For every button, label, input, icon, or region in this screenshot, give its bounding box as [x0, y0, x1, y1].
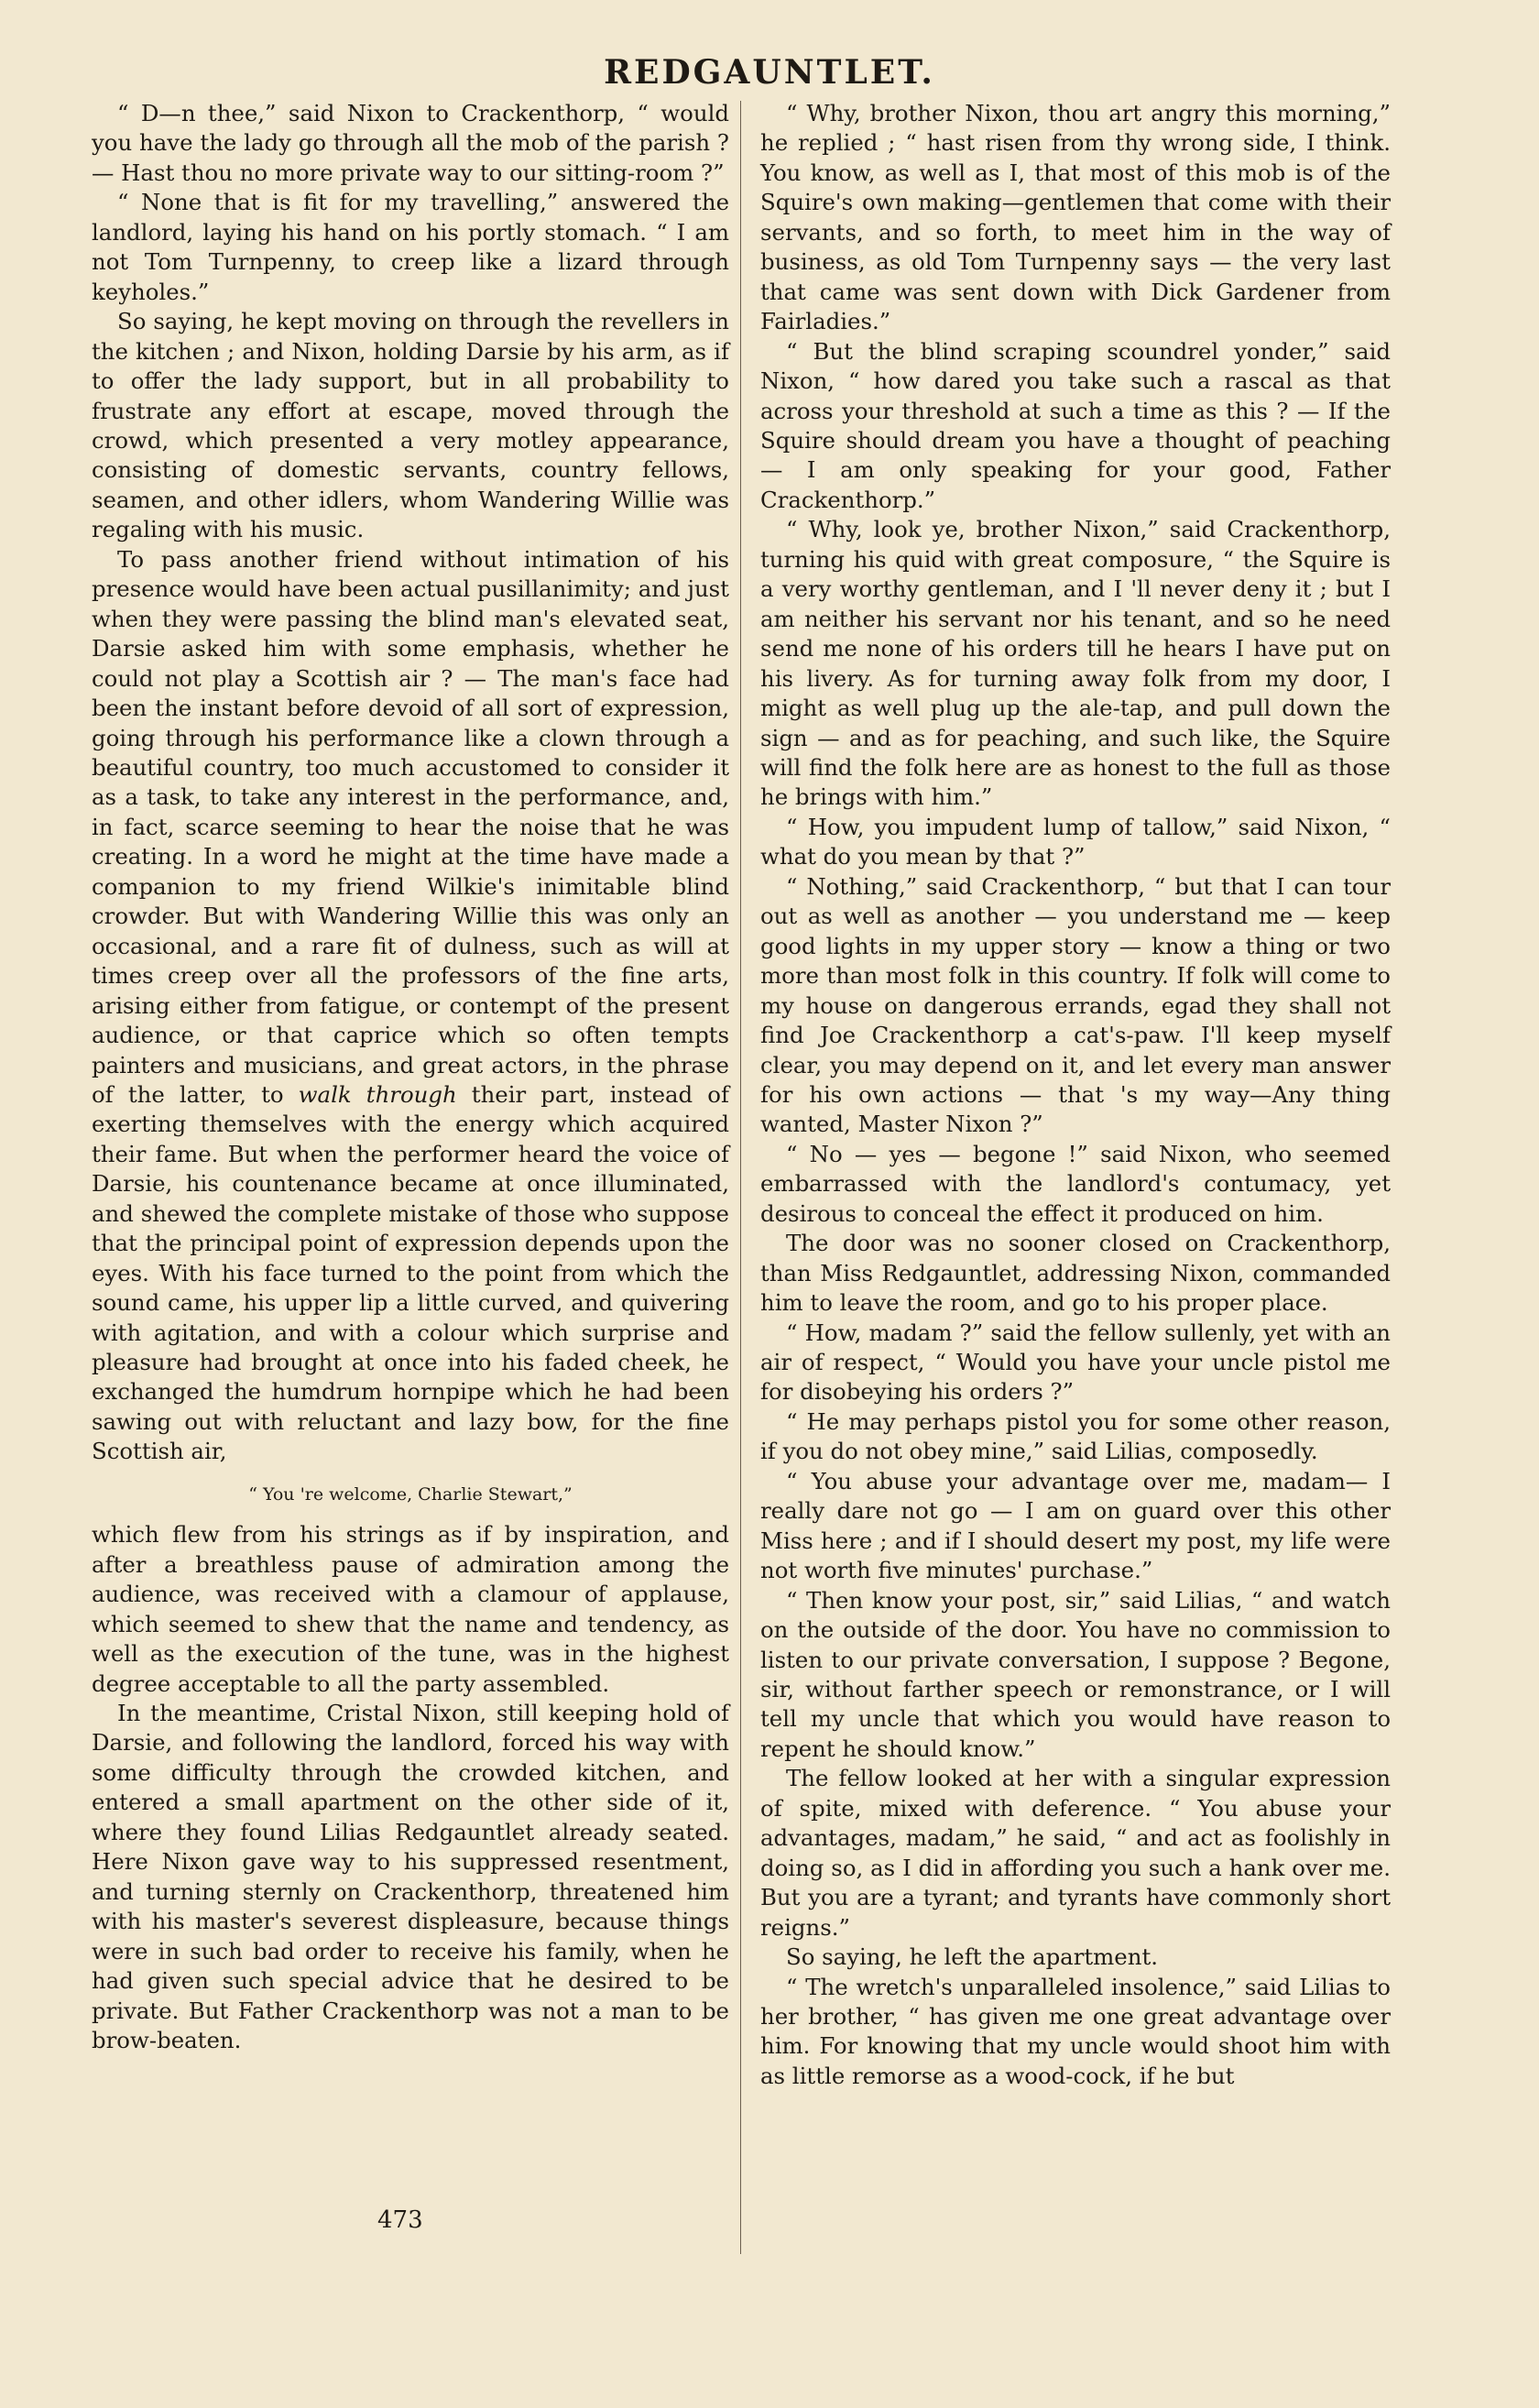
paragraph: “ D—n thee,” said Nixon to Crackenthorp, “ would you have the lady go through all the mob of the parish ? — Hast thou no more private way to our sitting-room ?” — [92, 100, 729, 186]
paragraph: “ He may perhaps pistol you for some other reason, if you do not obey mine,” said Lilias, composedly. — [760, 1407, 1391, 1465]
verse-quotation: “ You 're welcome, Charlie Stewart,” — [248, 1483, 573, 1505]
paragraph: “ No — yes — begone !” said Nixon, who seemed embarrassed with the landlord's contumacy, yet desirous to conceal the effect it produced on him. — [760, 1140, 1391, 1227]
paragraph: “ You abuse your advantage over me, madam— I really dare not go — I am on guard over this other Miss here ; and if I should desert my post, my life were not worth five minutes' purchase.” — [760, 1467, 1391, 1584]
paragraph: “ None that is fit for my travelling,” answered the landlord, laying his hand on his portly stomach. “ I am not Tom Turnpenny, to creep like a lizard through keyholes.” — [92, 189, 729, 305]
right-column — [760, 99, 1391, 2091]
paragraph: “ How, you impudent lump of tallow,” said Nixon, “ what do you mean by that ?” — [760, 813, 1391, 870]
paragraph: The fellow looked at her with a singular expression of spite, mixed with deference. “ You abuse your advantages, madam,” he said, “ and act as foolishly in doing so, as I did in affording you such a hank over me. But you are a tyrant; and tyrants have commonly short reigns.” — [760, 1765, 1391, 1941]
page-number: 473 — [377, 2206, 423, 2234]
paragraph: So saying, he kept moving on through the revellers in the kitchen ; and Nixon, holding Darsie by his arm, as if to offer the lady support, but in all probability to frustrate any effort at escape, moved through the crowd, which presented a very motley appearance, consisting of domestic servants, country fellows, seamen, and other idlers, whom Wandering Willie was regaling with his music. — [92, 308, 729, 543]
running-head: REDGAUNTLET. — [604, 53, 935, 92]
paragraph: In the meantime, Cristal Nixon, still keeping hold of Darsie, and following the landlord, forced his way with some difficulty through the crowded kitchen, and entered a small apartment on the other side of it, where they found Lilias Redgauntlet already seated. Here Nixon gave way to his suppressed resentment, and turning sternly on Crackenthorp, threatened him with his master's severest displeasure, because things were in such bad order to receive his family, when he had given such special advice that he desired to be private. But Father Crackenthorp was not a man to be brow-beaten. — [92, 1700, 729, 2053]
paragraph: The door was no sooner closed on Crackenthorp, than Miss Redgauntlet, addressing Nixon, commanded him to leave the room, and go to his proper place. — [760, 1230, 1391, 1317]
paragraph: “ But the blind scraping scoundrel yonder,” said Nixon, “ how dared you take such a rascal as that across your threshold at such a time as this ? — If the Squire should dream you have a thought of peaching — I am only speaking for your good, Father Crackenthorp.” — [760, 337, 1391, 513]
paragraph: So saying, he left the apartment. — [786, 1943, 1159, 1971]
paragraph: “ Then know your post, sir,” said Lilias, “ and watch on the outside of the door. You have no commission to listen to our private conversation, I suppose ? Begone, sir, without farther speech or remonstrance, or I will tell my uncle that which you would have reason to repent he should know.” — [760, 1586, 1391, 1762]
text-run: To pass another friend without intimation of his presence would have been actual pusillanimity; and just when they were passing the blind man's elevated seat, Darsie asked him with some emphasis, whether he could not play a Scottish air ? — The man's face had been the instant before devoid of all sort of expression, going through his performance like a clown through a beautiful country, too much accustomed to consider it as a task, to take any interest in the performance, and, in fact, scarce seeming to hear the noise that he was creating. In a word he might at the time have made a companion to my friend Wilkie's inimitable blind crowder. But with Wandering Willie this was only an occasional, and a rare fit of dulness, such as will at times creep over all the professors of the fine arts, arising either from fatigue, or contempt of the present audience, or that caprice which so often tempts painters and musicians, and great actors, in the phrase of the latter, to — [92, 545, 729, 1108]
paragraph: “ Nothing,” said Crackenthorp, “ but that I can tour out as well as another — you understand me — keep good lights in my upper story — know a thing or two more than most folk in this country. If folk will come to my house on dangerous errands, egad they shall not find Joe Crackenthorp a cat's-paw. I'll keep myself clear, you may depend on it, and let every man answer for his own actions — that 's my way—Any thing wanted, Master Nixon ?” — [760, 872, 1391, 1138]
paragraph: which flew from his strings as if by inspiration, and after a breathless pause of admiration among the audience, was received with a clamour of applause, which seemed to shew that the name and tendency, as well as the execution of the tune, was in the highest degree acceptable to all the party assembled. — [92, 1521, 729, 1697]
paragraph — [92, 545, 729, 1467]
text-run: their part, instead of exerting themselves with the energy which acquired their fame. But when the performer heard the voice of Darsie, his countenance became at once illuminated, and shewed the complete mistake of those who suppose that the principal point of expression depends upon the eyes. With his face turned to the point from which the sound came, his upper lip a little curved, and quivering with agitation, and with a colour which surprise and pleasure had brought at once into his faded cheek, he exchanged the humdrum hornpipe which he had been sawing out with reluctant and lazy bow, for the fine Scottish air, — [92, 1080, 729, 1465]
column-divider — [740, 101, 741, 2254]
paragraph: “ The wretch's unparalleled insolence,” said Lilias to her brother, “ has given me one great advantage over him. For knowing that my uncle would shoot him with as little remorse as a wood-cock, if he but — [760, 1973, 1391, 2089]
paragraph: “ Why, brother Nixon, thou art angry this morning,” he replied ; “ hast risen from thy wrong side, I think. You know, as well as I, that most of this mob is of the Squire's own making—gentlemen that come with their servants, and so forth, to meet him in the way of business, as old Tom Turnpenny says — the very last that came was sent down with Dick Gardener from Fairladies.” — [760, 100, 1391, 335]
paragraph: “ Why, look ye, brother Nixon,” said Crackenthorp, turning his quid with great composure, “ the Squire is a very worthy gentleman, and I 'll never deny it ; but I am neither his servant nor his tenant, and so he need send me none of his orders till he hears I have put on his livery. As for turning away folk from my door, I might as well plug up the ale-tap, and pull down the sign — and as for peaching, and such like, the Squire will find the folk here are as honest to the full as those he brings with him.” — [760, 516, 1391, 811]
italic-phrase: walk through — [298, 1080, 457, 1108]
paragraph: “ How, madam ?” said the fellow sullenly, yet with an air of respect, “ Would you have your uncle pistol me for disobeying his orders ?” — [760, 1319, 1391, 1406]
left-column — [92, 99, 729, 2055]
